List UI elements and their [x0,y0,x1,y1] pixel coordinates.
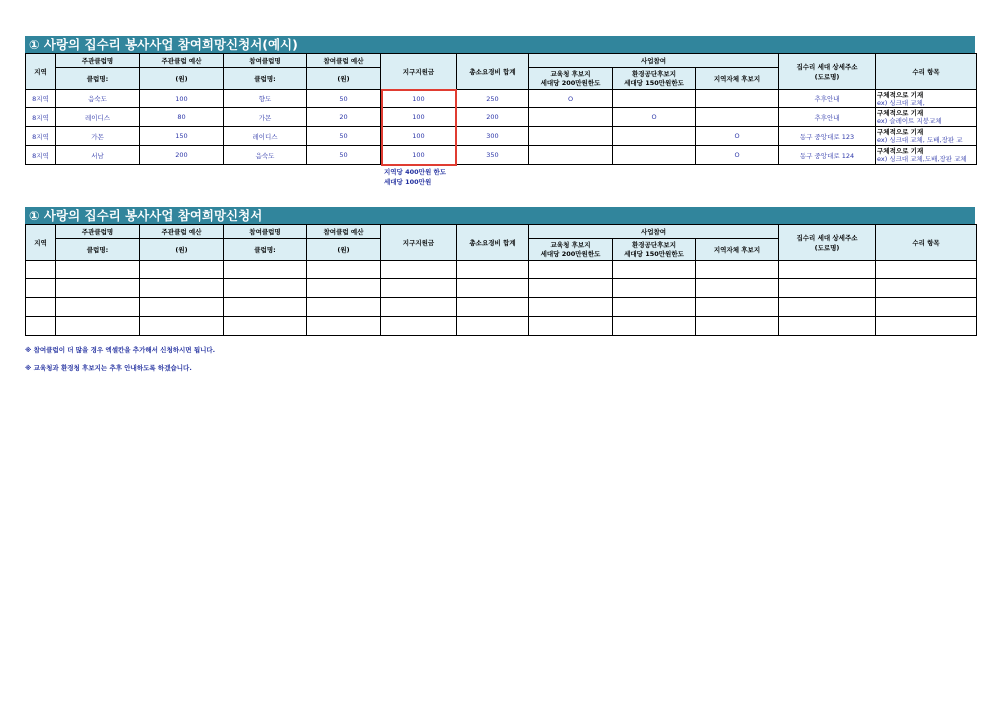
repair-title: 구체적으로 기재 [877,128,924,136]
cell-edu [529,127,613,146]
header-address [779,225,876,261]
form-cell[interactable] [876,298,977,317]
table-row [26,108,977,127]
cell-host-club: 가몬 [56,127,140,146]
header-env-line1: 환경공단후보지 [632,69,676,78]
header-address-line1: 집수리 세대 상세주소 [796,62,858,71]
header-edu-line2: 세대당 200만원한도 [540,249,601,258]
cell-repair [876,108,977,127]
cell-district-fund: 100 [381,90,457,108]
repair-detail: ex) 싱크대 교체,도배,장판 교체 [877,155,967,163]
form-cell[interactable] [779,298,876,317]
cell-part-club: 향도 [224,90,307,108]
form-cell[interactable] [26,279,56,298]
example-section [25,36,975,165]
cell-total: 250 [457,90,529,108]
table-row [26,90,977,108]
cell-edu [529,108,613,127]
table-row [26,261,977,279]
cell-region: 8지역 [26,90,56,108]
form-cell[interactable] [696,279,779,298]
cell-district-fund: 100 [381,127,457,146]
cell-edu [529,146,613,165]
header-total-cost: 총소요경비 합계 [457,54,529,90]
header-env-line2: 세대당 150만원한도 [624,249,684,258]
header-business: 사업참여 [529,54,779,68]
header-won: (원) [140,239,224,261]
table-row [26,127,977,146]
cell-local: O [696,146,779,165]
header-total-cost: 총소요경비 합계 [457,225,529,261]
form-cell[interactable] [876,279,977,298]
form-cell[interactable] [224,261,307,279]
form-cell[interactable] [613,279,696,298]
form-section [25,207,975,336]
repair-title: 구체적으로 기재 [877,147,924,155]
header-club-name: 클럽명: [224,68,307,90]
cell-part-club: 음숙도 [224,146,307,165]
form-cell[interactable] [696,261,779,279]
header-part-club: 참여클럽명 [224,225,307,239]
form-cell[interactable] [26,298,56,317]
header-address-line1: 집수리 세대 상세주소 [796,233,858,242]
header-business: 사업참여 [529,225,779,239]
form-cell[interactable] [457,317,529,336]
form-cell[interactable] [779,261,876,279]
form-cell[interactable] [457,298,529,317]
cell-repair [876,127,977,146]
form-cell[interactable] [56,317,140,336]
cell-total: 350 [457,146,529,165]
form-note-1: ※ 참여클럽이 더 많을 경우 엑셀칸을 추가해서 신청하시면 됩니다. [25,346,216,354]
cell-env [613,90,696,108]
form-cell[interactable] [307,261,381,279]
header-host-club: 주관클럽명 [56,54,140,68]
cell-local [696,108,779,127]
header-edu-line1: 교육청 후보지 [550,69,591,78]
form-cell[interactable] [56,279,140,298]
header-env-line1: 환경공단후보지 [632,240,676,249]
header-won: (원) [307,239,381,261]
cell-region: 8지역 [26,146,56,165]
header-edu-line1: 교육청 후보지 [550,240,591,249]
form-title: ① 사랑의 집수리 봉사사업 참여희망신청서 [25,207,975,224]
header-local: 지역자체 후보지 [696,239,779,261]
cell-host-club: 서남 [56,146,140,165]
header-club-name: 클럽명: [224,239,307,261]
cell-host-budget: 80 [140,108,224,127]
header-address [779,54,876,90]
table-row [26,146,977,165]
form-cell[interactable] [613,298,696,317]
cell-host-budget: 100 [140,90,224,108]
form-cell[interactable] [381,279,457,298]
form-note-2: ※ 교육청과 환경청 후보지는 추후 안내하도록 하겠습니다. [25,364,192,372]
form-cell[interactable] [140,298,224,317]
header-part-club: 참여클럽명 [224,54,307,68]
form-cell[interactable] [140,261,224,279]
header-edu [529,239,613,261]
cell-part-budget: 20 [307,108,381,127]
form-cell[interactable] [307,279,381,298]
fund-note-line1: 지역당 400만원 한도 [384,168,447,176]
form-cell[interactable] [224,317,307,336]
example-table [25,53,977,165]
header-part-budget: 참여클럽 예산 [307,225,381,239]
cell-edu: O [529,90,613,108]
cell-region: 8지역 [26,127,56,146]
header-env [613,68,696,90]
cell-part-budget: 50 [307,127,381,146]
header-region: 지역 [26,225,56,261]
form-cell[interactable] [224,298,307,317]
repair-title: 구체적으로 기재 [877,90,924,99]
form-cell[interactable] [224,279,307,298]
header-env [613,239,696,261]
header-address-line2: (도로명) [814,243,840,252]
cell-repair [876,146,977,165]
header-host-budget: 주관클럽 예산 [140,225,224,239]
cell-env [613,127,696,146]
form-cell[interactable] [779,317,876,336]
form-cell[interactable] [140,279,224,298]
cell-host-budget: 200 [140,146,224,165]
form-cell[interactable] [381,317,457,336]
form-cell[interactable] [779,279,876,298]
header-part-budget: 참여클럽 예산 [307,54,381,68]
form-cell[interactable] [56,261,140,279]
cell-region: 8지역 [26,108,56,127]
form-cell[interactable] [529,317,613,336]
cell-repair [876,90,977,108]
form-cell[interactable] [529,261,613,279]
repair-title: 구체적으로 기재 [877,109,924,117]
header-edu-line2: 세대당 200만원한도 [540,78,601,87]
table-row [26,279,977,298]
form-cell[interactable] [381,298,457,317]
header-repair: 수리 항목 [876,225,977,261]
cell-env [613,146,696,165]
fund-note-line2: 세대당 100만원 [384,178,432,186]
cell-host-budget: 150 [140,127,224,146]
form-cell[interactable] [613,261,696,279]
form-cell[interactable] [876,261,977,279]
header-won: (원) [307,68,381,90]
form-cell[interactable] [307,298,381,317]
form-cell[interactable] [696,317,779,336]
cell-part-budget: 50 [307,90,381,108]
form-cell[interactable] [56,298,140,317]
header-host-club: 주관클럽명 [56,225,140,239]
cell-part-budget: 50 [307,146,381,165]
form-cell[interactable] [696,298,779,317]
cell-district-fund: 100 [381,108,457,127]
cell-address: 동구 중앙대로 124 [779,146,876,165]
cell-local [696,90,779,108]
cell-part-club: 레이디스 [224,127,307,146]
header-district-fund: 지구지원금 [381,54,457,90]
form-cell[interactable] [457,261,529,279]
form-cell[interactable] [457,279,529,298]
header-region: 지역 [26,54,56,90]
form-cell[interactable] [307,317,381,336]
repair-detail: ex) 슬레이트 지붕교체 [877,117,942,125]
cell-address: 추후안내 [779,90,876,108]
form-cell[interactable] [140,317,224,336]
cell-local: O [696,127,779,146]
cell-host-club: 음숙도 [56,90,140,108]
cell-address: 추후안내 [779,108,876,127]
table-row [26,298,977,317]
cell-part-club: 가몬 [224,108,307,127]
header-won: (원) [140,68,224,90]
cell-total: 300 [457,127,529,146]
cell-total: 200 [457,108,529,127]
header-club-name: 클럽명: [56,239,140,261]
form-cell[interactable] [381,261,457,279]
form-cell[interactable] [876,317,977,336]
form-cell[interactable] [26,261,56,279]
form-cell[interactable] [613,317,696,336]
repair-detail: ex) 싱크대 교체, 도배,장판 교 [877,136,963,144]
header-host-budget: 주관클럽 예산 [140,54,224,68]
example-title: ① 사랑의 집수리 봉사사업 참여희망신청서(예시) [25,36,975,53]
header-club-name: 클럽명: [56,68,140,90]
cell-host-club: 레이디스 [56,108,140,127]
form-cell[interactable] [529,279,613,298]
form-cell[interactable] [26,317,56,336]
header-env-line2: 세대당 150만원한도 [624,78,684,87]
fund-highlight-box [381,89,457,166]
header-repair: 수리 항목 [876,54,977,90]
cell-district-fund: 100 [381,146,457,165]
cell-address: 동구 중앙대로 123 [779,127,876,146]
form-cell[interactable] [529,298,613,317]
header-edu [529,68,613,90]
table-row [26,317,977,336]
header-address-line2: (도로명) [814,72,840,81]
repair-detail: ex) 싱크대 교체, [877,98,925,107]
cell-env: O [613,108,696,127]
header-local: 지역자체 후보지 [696,68,779,90]
form-table [25,224,977,336]
header-district-fund: 지구지원금 [381,225,457,261]
